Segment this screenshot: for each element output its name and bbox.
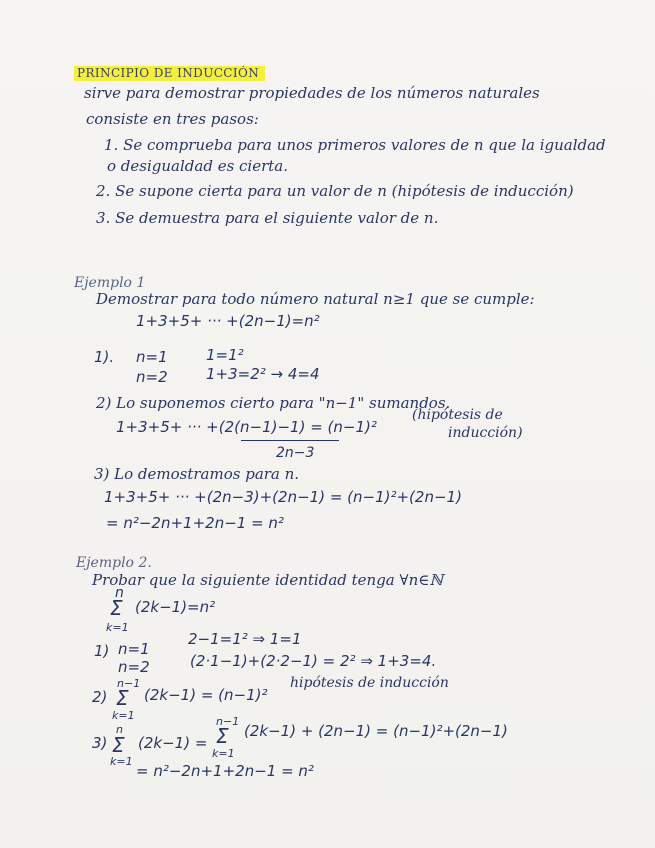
ex1-part1-n1: n=1 bbox=[136, 348, 168, 366]
ex1-part2-formula: 1+3+5+ ··· +(2(n−1)−1) = (n−1)² bbox=[116, 418, 377, 436]
ex2-sum-symbol: Σ bbox=[110, 596, 123, 620]
example-2-statement: Probar que la siguiente identidad tenga ∀n∈ℕ bbox=[92, 571, 444, 589]
ex2-part3-sigma-2: Σ bbox=[216, 724, 229, 748]
example-1-statement: Demostrar para todo número natural n≥1 que se cumple: bbox=[96, 290, 535, 308]
page-title bbox=[74, 64, 265, 80]
ex1-part1-eq2: 1+3=2² → 4=4 bbox=[206, 365, 320, 383]
ex2-sum-bottom: k=1 bbox=[106, 621, 129, 634]
example-2-title: Ejemplo 2. bbox=[76, 555, 152, 571]
intro-line-2: consiste en tres pasos: bbox=[86, 110, 259, 128]
step-1-line-a: 1. Se comprueba para unos primeros valores de n que la igualdad bbox=[104, 136, 606, 154]
ex2-part3-label: 3) bbox=[92, 734, 108, 752]
ex1-part2-under: 2n−3 bbox=[276, 445, 315, 461]
ex2-part2-expr: (2k−1) = (n−1)² bbox=[144, 686, 268, 704]
ex2-part3-bottom-2: k=1 bbox=[212, 747, 235, 760]
ex2-part2-bottom: k=1 bbox=[112, 709, 135, 722]
ex2-part1-n2: n=2 bbox=[118, 658, 150, 676]
ex2-part1-eq1: 2−1=1² ⇒ 1=1 bbox=[188, 630, 302, 648]
ex2-part3-line-2: = n²−2n+1+2n−1 = n² bbox=[136, 762, 314, 780]
ex2-part1-n1: n=1 bbox=[118, 640, 150, 658]
step-2: 2. Se supone cierta para un valor de n (hipótesis de inducción) bbox=[96, 182, 574, 200]
ex2-part2-sigma: Σ bbox=[116, 686, 129, 710]
ex2-part3-expr-1: (2k−1) = bbox=[138, 734, 208, 752]
step-1-line-b: o desigualdad es cierta. bbox=[107, 157, 289, 175]
ex2-part2-top: n−1 bbox=[117, 677, 141, 690]
ex2-part3-top-1: n bbox=[116, 723, 123, 736]
ex2-part3-expr-2: (2k−1) + (2n−1) = (n−1)²+(2n−1) bbox=[244, 722, 508, 740]
ex1-part2-underbrace bbox=[241, 440, 339, 441]
ex1-part1-eq1: 1=1² bbox=[206, 346, 244, 364]
example-1-title: Ejemplo 1 bbox=[74, 275, 146, 291]
ex2-part3-top-2: n−1 bbox=[216, 715, 240, 728]
ex2-part3-bottom-1: k=1 bbox=[110, 755, 133, 768]
ex2-part2-note: hipótesis de inducción bbox=[290, 675, 449, 691]
title-highlight: PRINCIPIO DE INDUCCIÓN bbox=[74, 66, 265, 81]
ex2-part1-label: 1) bbox=[94, 642, 110, 660]
ex1-part3-text: 3) Lo demostramos para n. bbox=[94, 465, 300, 483]
ex1-part1-label: 1). bbox=[94, 348, 115, 366]
ex1-part2-note-1: (hipótesis de bbox=[412, 407, 503, 423]
ex1-part2-text: 2) Lo suponemos cierto para "n−1" sumandos. bbox=[96, 394, 451, 412]
intro-line-1: sirve para demostrar propiedades de los números naturales bbox=[84, 84, 540, 102]
ex1-part2-note-2: inducción) bbox=[448, 425, 523, 441]
ex2-part3-sigma-1: Σ bbox=[112, 733, 125, 757]
ex2-part2-label: 2) bbox=[92, 688, 108, 706]
ex2-part1-eq2: (2·1−1)+(2·2−1) = 2² ⇒ 1+3=4. bbox=[190, 652, 437, 670]
example-1-formula: 1+3+5+ ··· +(2n−1)=n² bbox=[136, 312, 320, 330]
ex1-part3-line-2: = n²−2n+1+2n−1 = n² bbox=[106, 514, 284, 532]
ex2-sum-top: n bbox=[115, 585, 124, 601]
ex1-part3-line-1: 1+3+5+ ··· +(2n−3)+(2n−1) = (n−1)²+(2n−1) bbox=[104, 488, 462, 506]
ex1-part1-n2: n=2 bbox=[136, 368, 168, 386]
ex2-sum-expr: (2k−1)=n² bbox=[135, 598, 216, 616]
step-3: 3. Se demuestra para el siguiente valor de n. bbox=[96, 209, 439, 227]
